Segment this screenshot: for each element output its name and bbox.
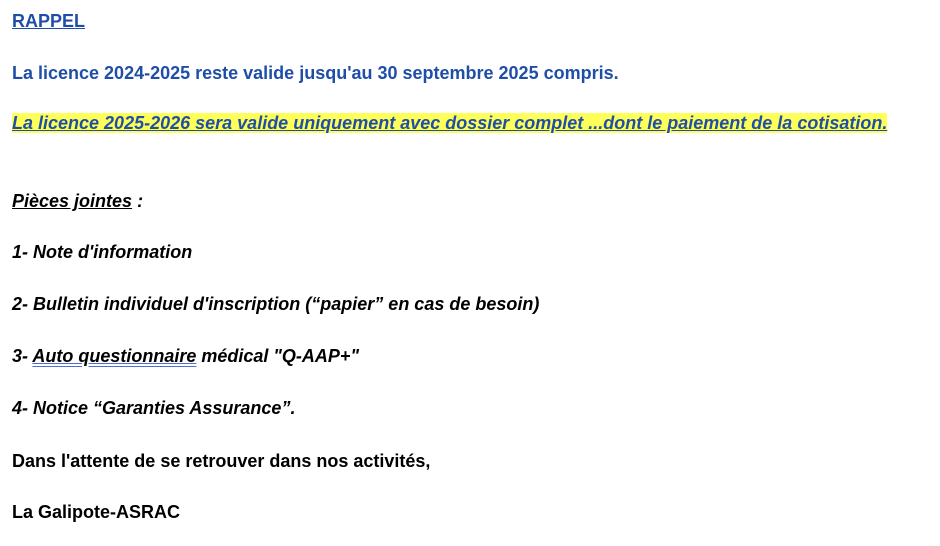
attachment-item-3	[12, 345, 359, 368]
attachments-heading-label: Pièces jointes	[12, 191, 133, 211]
attachment-item-3-link[interactable]: Auto questionnaire	[32, 346, 197, 366]
closing-line: Dans l'attente de se retrouver dans nos activités,	[12, 451, 431, 471]
validity-line: La licence 2024-2025 reste valide jusqu'au 30 septembre 2025 compris.	[12, 63, 619, 83]
attachment-item-3-suffix: médical "Q-AAP+"	[196, 346, 359, 366]
title-rappel: RAPPEL	[12, 11, 86, 31]
attachments-heading-suffix: :	[132, 191, 144, 211]
attachment-item-2: 2- Bulletin individuel d'inscription (“papier” en cas de besoin)	[12, 294, 540, 314]
attachments-heading	[12, 190, 143, 213]
attachment-item-1: 1- Note d'information	[12, 242, 193, 262]
attachment-item-4: 4- Notice “Garanties Assurance”.	[12, 398, 296, 418]
highlighted-sentence: La licence 2025-2026 sera valide uniquement avec dossier complet ...dont le paiement de la cotisation.	[12, 113, 888, 133]
signature: La Galipote-ASRAC	[12, 502, 181, 522]
highlight-notice	[10, 112, 936, 160]
highlight-text	[10, 112, 936, 135]
attachment-item-3-prefix: 3-	[12, 346, 33, 366]
